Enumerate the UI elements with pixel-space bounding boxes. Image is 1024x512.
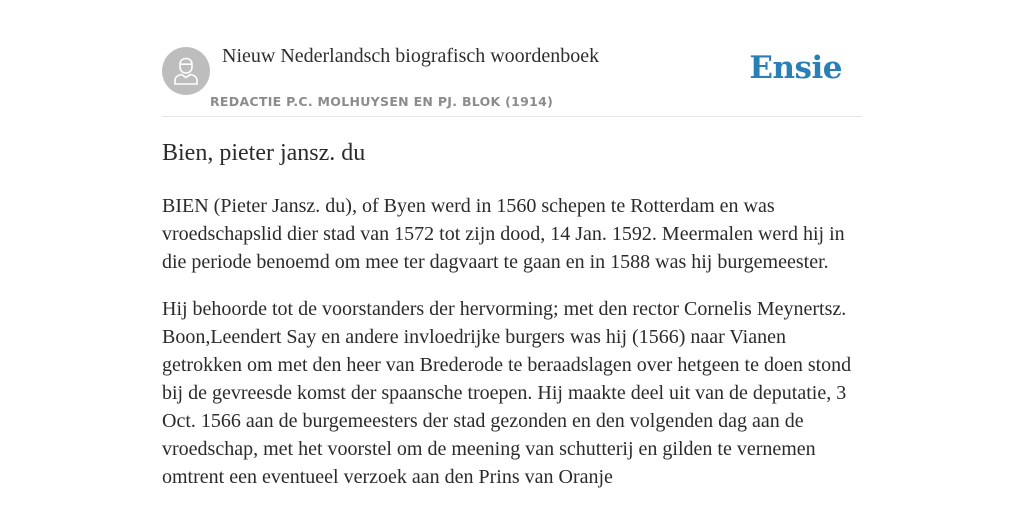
- user-placeholder-icon: [172, 56, 200, 86]
- entry-title: Bien, pieter jansz. du: [162, 140, 366, 166]
- ensie-logo[interactable]: Ensie: [749, 50, 842, 86]
- source-title[interactable]: Nieuw Nederlandsch biografisch woordenboek: [222, 45, 600, 67]
- source-header: [162, 0, 862, 117]
- article-paragraph: BIEN (Pieter Jansz. du), of Byen werd in 1560 schepen te Rotterdam en was vroedschapslid dier stad van 1572 tot zijn dood, 14 Jan. 1592. Meermalen werd hij in die periode benoemd om mee ter dagvaart te gaan en in 1588 was hij burgemeester.: [162, 195, 845, 273]
- article-paragraph: Hij behoorde tot de voorstanders der hervorming; met den rector Cornelis Meynertsz. Boon,Leendert Say en andere invloedrijke burgers was hij (1566) naar Vianen getrokken om met den heer van Brederode te beraadslagen over hetgeen te doen stond bij de gevreesde komst der spaansche troepen. Hij maakte deel uit van de deputatie, 3 Oct. 1566 aan de burgemeesters der stad gezonden en den volgenden dag aan de vroedschap, met het voorstel om de meening van schutterij en gilden te vernemen omtrent een eventueel verzoek aan den Prins van Oranje: [162, 298, 852, 488]
- article-body: [162, 192, 862, 510]
- page: [162, 0, 862, 512]
- avatar[interactable]: [162, 47, 210, 95]
- source-subtitle: REDACTIE P.C. MOLHUYSEN EN PJ. BLOK (1914): [210, 94, 554, 109]
